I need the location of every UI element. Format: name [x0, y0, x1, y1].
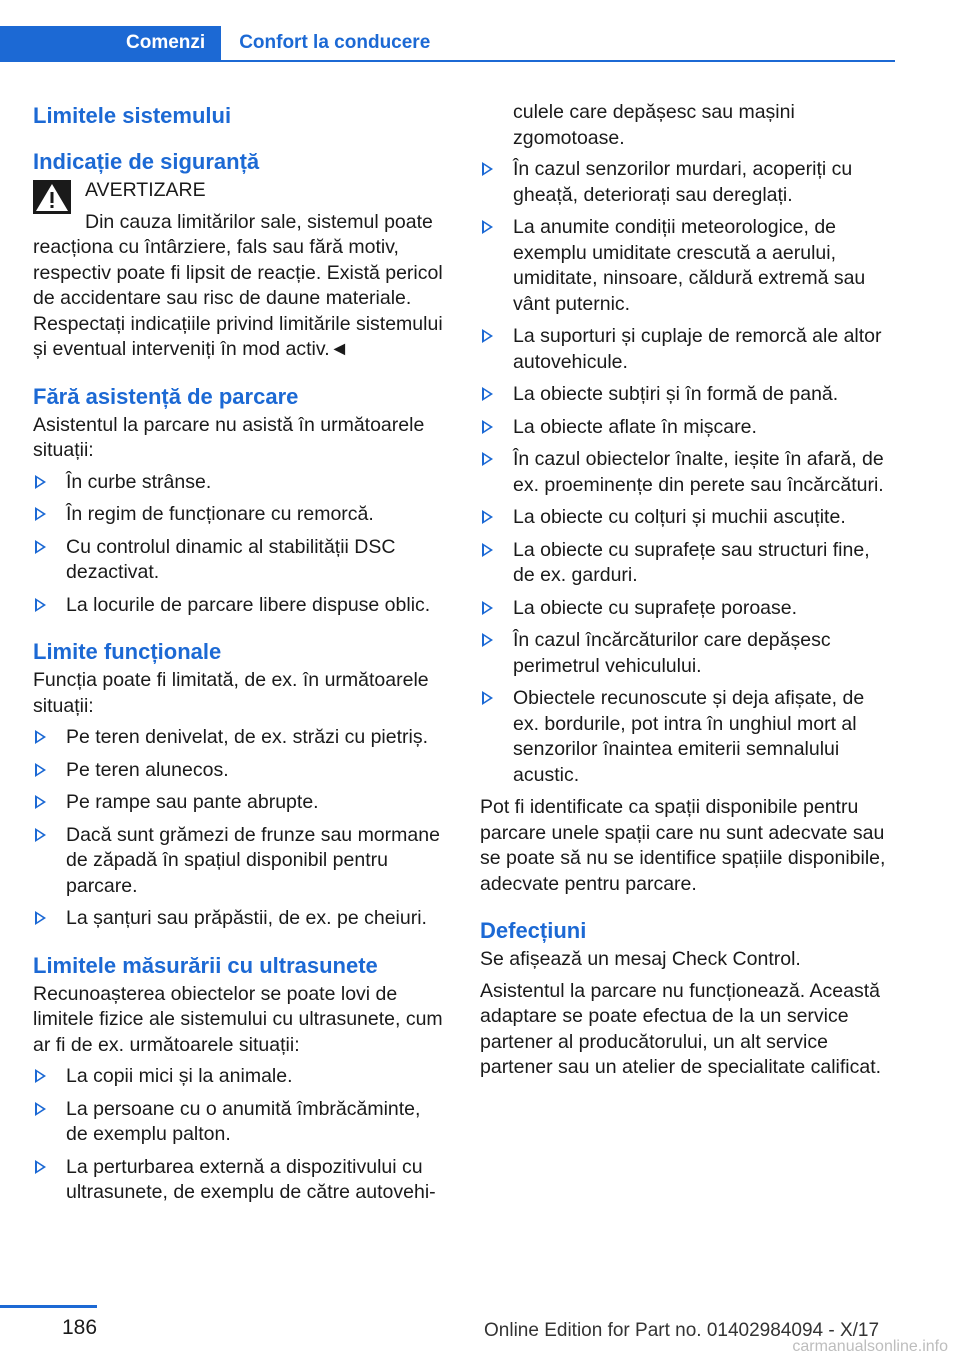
subsection-title-functional-limits: Limite funcționale — [33, 639, 222, 664]
bullet-triangle-icon — [482, 420, 493, 434]
list-item: La locurile de parcare libere dispuse oblic. — [33, 593, 447, 619]
functional-limits-list — [33, 725, 447, 932]
bullet-triangle-icon — [35, 507, 46, 521]
bullet-triangle-icon — [482, 162, 493, 176]
bullet-triangle-icon — [35, 911, 46, 925]
list-item: La suporturi și cuplaje de remorcă ale altor autovehicule. — [480, 324, 894, 375]
ultrasonic-limits-list-continued — [480, 157, 894, 788]
list-item: La perturbarea externă a dispozitivului cu ultrasunete, de exemplu de către autovehi- — [33, 1155, 447, 1206]
list-item: La obiecte cu suprafețe poroase. — [480, 596, 894, 622]
warning-text: Din cauza limitărilor sale, sistemul poate reacționa cu întârziere, fals sau fără motiv, respectiv poate fi lipsit de reacție. Există pericol de accidentare sau risc de daune materiale. Respectați indicațiile privind limitările sistemului și eventual interveniți în mod activ.◄ — [33, 210, 443, 360]
bullet-triangle-icon — [35, 598, 46, 612]
list-item: În cazul obiectelor înalte, ieșite în afară, de ex. proeminențe din perete sau încărcături. — [480, 447, 894, 498]
list-item: La copii mici și la animale. — [33, 1064, 447, 1090]
subsection-title-safety: Indicație de siguranță — [33, 149, 260, 174]
list-item: La obiecte aflate în mișcare. — [480, 415, 894, 441]
bullet-triangle-icon — [35, 763, 46, 777]
footer-divider — [0, 1305, 97, 1308]
list-item: La obiecte cu colțuri și muchii ascuțite. — [480, 505, 894, 531]
header-divider — [0, 60, 895, 62]
bullet-triangle-icon — [482, 633, 493, 647]
list-item: Cu controlul dinamic al stabilității DSC dezactivat. — [33, 535, 447, 586]
left-column — [33, 100, 447, 1213]
warning-label: AVERTIZARE — [85, 179, 206, 201]
subsection-title-no-assist: Fără asistență de parcare — [33, 383, 299, 409]
list-item: La obiecte subțiri și în formă de pană. — [480, 382, 894, 408]
bullet-triangle-icon — [35, 1102, 46, 1116]
watermark: carmanualsonline.info — [792, 1338, 948, 1355]
list-continuation: culele care depășesc sau mașini zgomotoase. — [513, 101, 795, 149]
subsection-title-ultrasonic-limits: Limitele măsurării cu ultrasunete — [33, 952, 378, 978]
bullet-triangle-icon — [35, 795, 46, 809]
bullet-triangle-icon — [35, 1069, 46, 1083]
section-title-system-limits: Limitele sistemului — [33, 103, 232, 128]
list-item: La obiecte cu suprafețe sau structuri fine, de ex. garduri. — [480, 538, 894, 589]
closing-paragraph: Pot fi identificate ca spații disponibile pentru parcare unele spații care nu sunt adecvate sau se poate să nu se identifice spațiile disponibile, adecvate pentru parcare. — [480, 796, 886, 895]
list-item: La șanțuri sau prăpăstii, de ex. pe cheiuri. — [33, 906, 447, 932]
list-item: În curbe strânse. — [33, 470, 447, 496]
list-item: La persoane cu o anumită îmbrăcăminte, de exemplu palton. — [33, 1097, 447, 1148]
ultrasonic-limits-list — [33, 1064, 447, 1206]
list-item: Pe teren denivelat, de ex. străzi cu pietriș. — [33, 725, 447, 751]
functional-limits-intro: Funcția poate fi limitată, de ex. în următoarele situații: — [33, 669, 429, 717]
bullet-triangle-icon — [482, 329, 493, 343]
warning-triangle-icon — [33, 180, 71, 214]
list-item: În cazul senzorilor murdari, acoperiți cu gheață, deteriorați sau dereglați. — [480, 157, 894, 208]
bullet-triangle-icon — [482, 543, 493, 557]
footer-edition: Online Edition for Part no. 01402984094 - X/17 — [484, 1320, 880, 1341]
subsection-title-defects: Defecțiuni — [480, 918, 587, 943]
no-assist-intro: Asistentul la parcare nu asistă în următoarele situații: — [33, 413, 425, 461]
tab-confort-la-conducere[interactable]: Confort la conducere — [239, 32, 431, 53]
tab-comenzi[interactable]: Comenzi — [0, 26, 221, 60]
list-item: Obiectele recunoscute și deja afișate, de ex. bordurile, pot intra în unghiul mort al senzorilor înaintea emiterii semnalului acustic. — [480, 686, 894, 788]
bullet-triangle-icon — [482, 691, 493, 705]
header-tabs — [0, 26, 448, 60]
bullet-triangle-icon — [482, 601, 493, 615]
defects-paragraph-1: Se afișează un mesaj Check Control. — [480, 948, 801, 970]
bullet-triangle-icon — [35, 475, 46, 489]
page-number: 186 — [62, 1316, 98, 1339]
warning-block — [33, 178, 447, 363]
no-assist-list — [33, 470, 447, 619]
list-item: La anumite condiții meteorologice, de exemplu umiditate crescută a aerului, umiditate, ninsoare, căldură extremă sau vânt puternic. — [480, 215, 894, 317]
list-item: Dacă sunt grămezi de frunze sau mormane de zăpadă în spațiul disponibil pentru parcare. — [33, 823, 447, 900]
bullet-triangle-icon — [35, 730, 46, 744]
bullet-triangle-icon — [482, 510, 493, 524]
ultrasonic-limits-intro: Recunoașterea obiectelor se poate lovi de limitele fizice ale sistemului cu ultrasunete, cum ar fi de ex. următoarele situații: — [33, 982, 443, 1056]
bullet-triangle-icon — [35, 1160, 46, 1174]
list-item: Pe teren alunecos. — [33, 758, 447, 784]
bullet-triangle-icon — [35, 828, 46, 842]
bullet-triangle-icon — [482, 387, 493, 401]
defects-paragraph-2: Asistentul la parcare nu funcționează. Această adaptare se poate efectua de la un service partener al producătorului, un alt service partener sau un atelier de specialitate calificat. — [480, 979, 882, 1078]
list-item: În cazul încărcăturilor care depășesc perimetrul vehiculului. — [480, 628, 894, 679]
bullet-triangle-icon — [482, 452, 493, 466]
right-column — [480, 100, 894, 1087]
bullet-triangle-icon — [482, 220, 493, 234]
bullet-triangle-icon — [35, 540, 46, 554]
list-item: Pe rampe sau pante abrupte. — [33, 790, 447, 816]
list-item: În regim de funcționare cu remorcă. — [33, 502, 447, 528]
